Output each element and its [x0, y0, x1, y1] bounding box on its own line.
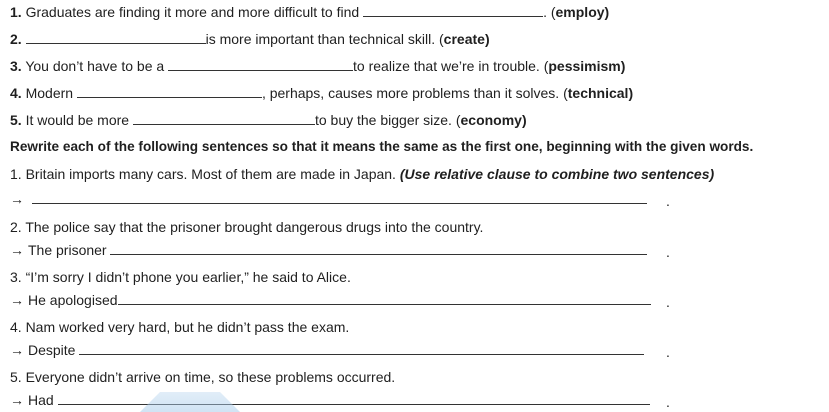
item-number: 4. [10, 85, 22, 101]
sentence-text: is more important than technical skill. ( [205, 31, 444, 47]
answer-blank[interactable] [118, 291, 651, 305]
item-number: 1. [10, 4, 22, 20]
question-text: 4. Nam worked very hard, but he didn’t pass the exam. [10, 319, 350, 335]
given-start: He apologised [28, 292, 118, 308]
answer-blank[interactable] [32, 190, 647, 204]
sentence-text: Graduates are finding it more and more difficult to find [25, 4, 360, 20]
sentence-text: You don’t have to be a [25, 58, 165, 74]
item-number: 5. [10, 112, 22, 128]
keyword: employ [555, 4, 605, 20]
question-5 [10, 368, 395, 386]
question-text: 1. Britain imports many cars. Most of them are made in Japan. [10, 166, 396, 182]
exercise-line-5: 5. It would be more to buy the bigger size. (economy) [10, 112, 527, 128]
item-number: 3. [10, 58, 22, 74]
answer-blank[interactable] [79, 341, 644, 355]
keyword: pessimism [548, 58, 621, 74]
exercise-line-2: 2. is more important than technical skill. (create) [10, 31, 490, 47]
sentence-text: , perhaps, causes more problems than it solves. ( [261, 85, 568, 101]
arrow-icon: → [10, 342, 24, 358]
answer-blank[interactable] [77, 84, 262, 98]
answer-blank[interactable] [133, 111, 315, 125]
answer-line-4 [10, 341, 644, 359]
exercise-line-1: 1. Graduates are finding it more and more difficult to find . (employ) [10, 4, 610, 20]
rewrite-instruction: Rewrite each of the following sentences so that it means the same as the first one, beginning with the given words. [10, 139, 754, 154]
sentence-text: Modern [25, 85, 74, 101]
given-start: Had [28, 392, 54, 408]
end-dot: . [666, 193, 670, 209]
answer-blank[interactable] [26, 30, 206, 44]
keyword: create [443, 31, 485, 47]
answer-line-1 [10, 190, 647, 208]
sentence-text: to realize that we’re in trouble. ( [353, 58, 549, 74]
exercise-line-4: 4. Modern , perhaps, causes more problems than it solves. (technical) [10, 85, 634, 101]
question-text: 5. Everyone didn’t arrive on time, so these problems occurred. [10, 369, 396, 385]
question-text: 3. “I’m sorry I didn’t phone you earlier,” he said to Alice. [10, 269, 351, 285]
question-2 [10, 218, 483, 236]
question-4 [10, 318, 349, 336]
keyword: economy [460, 112, 522, 128]
question-text: 2. The police say that the prisoner brought dangerous drugs into the country. [10, 219, 484, 235]
given-start: Despite [28, 342, 76, 358]
keyword: technical [567, 85, 629, 101]
question-1 [10, 165, 714, 183]
sentence-text: It would be more [25, 112, 130, 128]
exercise-line-3: 3. You don’t have to be a to realize that we’re in trouble. (pessimism) [10, 58, 626, 74]
given-start: The prisoner [28, 242, 107, 258]
question-note: (Use relative clause to combine two sentences) [399, 166, 715, 182]
end-dot: . [666, 244, 670, 260]
item-number: 2. [10, 31, 22, 47]
answer-blank[interactable] [58, 391, 650, 405]
arrow-icon: → [10, 292, 24, 308]
question-3 [10, 268, 351, 286]
arrow-icon: → [10, 242, 24, 258]
answer-line-3 [10, 291, 651, 309]
end-dot: . [666, 294, 670, 310]
end-dot: . [666, 394, 670, 410]
answer-blank[interactable] [110, 241, 647, 255]
sentence-text: . ( [543, 4, 556, 20]
answer-blank[interactable] [168, 57, 353, 71]
answer-blank[interactable] [363, 3, 543, 17]
arrow-icon: → [10, 191, 24, 207]
answer-line-5 [10, 391, 650, 409]
sentence-text: to buy the bigger size. ( [314, 112, 461, 128]
end-dot: . [666, 344, 670, 360]
answer-line-2 [10, 241, 647, 259]
arrow-icon: → [10, 392, 24, 408]
